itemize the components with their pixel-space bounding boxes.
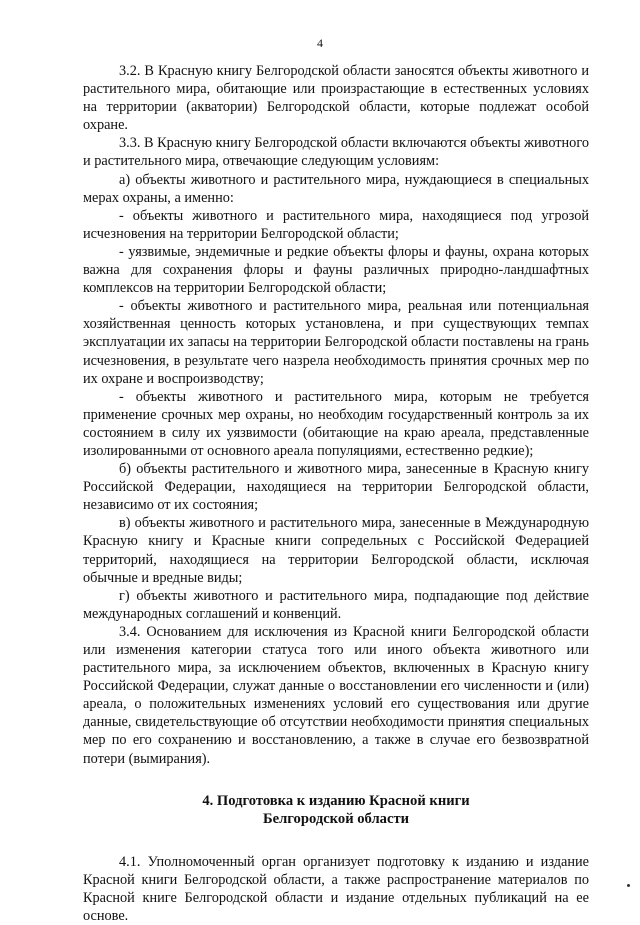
paragraph-3-2: 3.2. В Красную книгу Белгородской области заносятся объекты животного и растительного мира, обитающие или произрастающие в естественных условиях на территории (акватории) Белгородской области, которые подлежат особой охране. [83,63,589,134]
paragraph-4-1: 4.1. Уполномоченный орган организует подготовку к изданию и издание Красной книги Белгородской области, а также распространение материалов по Красной книге Белгородской области и издание отдельных публикаций на ее основе. [83,853,589,924]
paragraph-3-3-v: в) объекты животного и растительного мира, занесенные в Международную Красную книгу и Красные книги сопредельных с Российской Федерацией территорий, находящиеся на территории Белгородской области, исключая обычные и вредные виды; [83,515,589,586]
paragraph-3-3-g: г) объекты животного и растительного мира, подпадающие под действие международных соглашений и конвенций. [83,587,589,622]
page-number: 4 [317,36,323,50]
list-item: - объекты животного и растительного мира, находящиеся под угрозой исчезновения на территории Белгородской области; [83,207,589,242]
list-item: - объекты животного и растительного мира, которым не требуется применение срочных мер охраны, но необходим государственный контроль за их состоянием в силу их уязвимости (обитающие на краю ареала, представленные изолированными от основного ареала популяциями, естественно редкие); [83,388,589,459]
list-item: - объекты животного и растительного мира, реальная или потенциальная хозяйственная ценность которых установлена, и при существующих темпах эксплуатации их запасы на территории Белгородской области поставлены на грань исчезновения, в результате чего назрела необходимость принятия срочных мер по их охране и воспроизводству; [83,298,589,387]
paragraph-3-3: 3.3. В Красную книгу Белгородской области включаются объекты животного и растительного мира, отвечающие следующим условиям: [83,135,589,170]
section-heading-line-1: 4. Подготовка к изданию Красной книги [202,792,470,809]
scan-speck [627,884,630,887]
paragraph-3-4: 3.4. Основанием для исключения из Красной книги Белгородской области или изменения категории статуса того или иного объекта животного или растительного мира, за исключением объектов, включенных в Красную книгу Российской Федерации, служат данные о восстановлении его численности и (или) ареала, о положительных изменениях условий его существования или другие данные, свидетельствующие об отсутствии необходимости принятия специальных мер по его сохранению и восстановлению, а также в случае его безвозвратной потери (вымирания). [83,623,589,767]
list-item: - уязвимые, эндемичные и редкие объекты флоры и фауны, охрана которых важна для сохранения флоры и фауны различных природно-ландшафтных комплексов на территории Белгородской области; [83,243,589,297]
paragraph-3-3-a: а) объекты животного и растительного мира, нуждающиеся в специальных мерах охраны, а именно: [83,171,589,206]
section-heading-line-2: Белгородской области [262,811,410,828]
section-heading [83,792,589,829]
document-body [83,62,589,925]
paragraph-3-3-b: б) объекты растительного и животного мира, занесенные в Красную книгу Российской Федерации, находящиеся на территории Белгородской области, независимо от их состояния; [83,461,589,514]
